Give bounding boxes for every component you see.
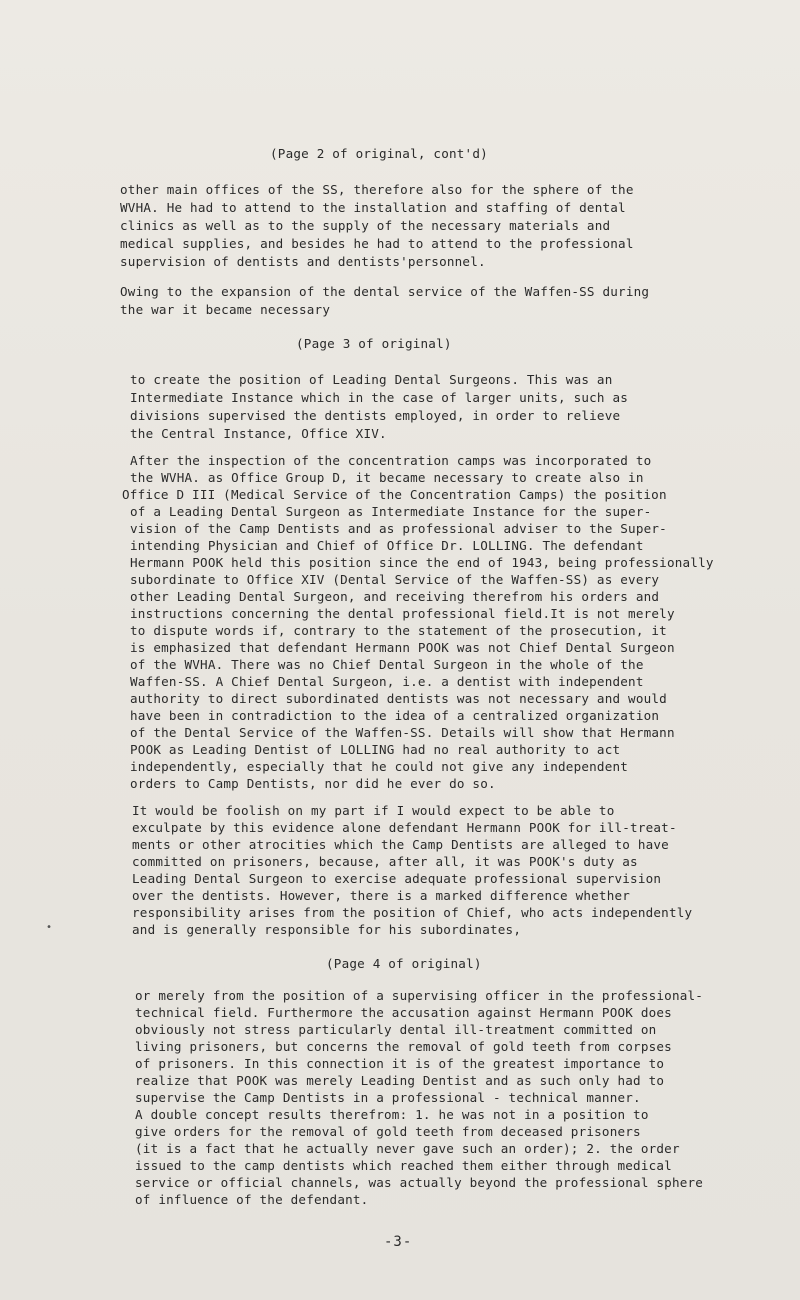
text-line: other main offices of the SS, therefore also for the sphere of the (120, 182, 634, 197)
text-line: WVHA. He had to attend to the installation and staffing of dental (120, 200, 626, 215)
page-number: -3- (384, 1234, 413, 1250)
text-line: Office D III (Medical Service of the Concentration Camps) the position (122, 487, 667, 502)
text-line: responsibility arises from the position of Chief, who acts independently (132, 905, 693, 920)
text-line: living prisoners, but concerns the removal of gold teeth from corpses (135, 1039, 672, 1054)
text-line: Hermann POOK held this position since the end of 1943, being professionally (130, 555, 714, 570)
text-line: service or official channels, was actually beyond the professional sphere (135, 1175, 704, 1190)
text-line: A double concept results therefrom: 1. he was not in a position to (135, 1107, 649, 1122)
text-line: to create the position of Leading Dental Surgeons. This was an (130, 372, 613, 387)
text-line: issued to the camp dentists which reached them either through medical (135, 1158, 672, 1173)
text-line: Waffen-SS. A Chief Dental Surgeon, i.e. a dentist with independent (130, 674, 644, 689)
text-line: or merely from the position of a supervising officer in the professional- (135, 988, 704, 1003)
text-line: intending Physician and Chief of Office Dr. LOLLING. The defendant (130, 538, 644, 553)
text-line: vision of the Camp Dentists and as professional adviser to the Super- (130, 521, 667, 536)
text-line: independently, especially that he could not give any independent (130, 759, 629, 774)
text-line: instructions concerning the dental professional field.It is not merely (130, 606, 675, 621)
text-line: of the Dental Service of the Waffen-SS. Details will show that Hermann (130, 725, 675, 740)
text-line: the WVHA. as Office Group D, it became necessary to create also in (130, 470, 644, 485)
text-line: to dispute words if, contrary to the statement of the prosecution, it (130, 623, 667, 638)
text-line: clinics as well as to the supply of the necessary materials and (120, 218, 611, 233)
text-line: After the inspection of the concentration camps was incorporated to (130, 453, 652, 468)
text-line: give orders for the removal of gold teeth from deceased prisoners (135, 1124, 641, 1139)
text-line: exculpate by this evidence alone defendant Hermann POOK for ill-treat- (132, 820, 677, 835)
text-line: of the WVHA. There was no Chief Dental Surgeon in the whole of the (130, 657, 644, 672)
text-line: subordinate to Office XIV (Dental Service of the Waffen-SS) as every (130, 572, 660, 587)
text-line: It would be foolish on my part if I would expect to be able to (132, 803, 615, 818)
text-line: of prisoners. In this connection it is of the greatest importance to (135, 1056, 665, 1071)
page-3-heading: (Page 3 of original) (296, 336, 452, 351)
page-4-heading: (Page 4 of original) (326, 956, 482, 971)
text-line: orders to Camp Dentists, nor did he ever do so. (130, 776, 496, 791)
margin-mark: • (46, 922, 53, 933)
text-line: realize that POOK was merely Leading Dentist and as such only had to (135, 1073, 665, 1088)
text-line: medical supplies, and besides he had to attend to the professional (120, 236, 634, 251)
text-line: of influence of the defendant. (135, 1192, 369, 1207)
text-line: and is generally responsible for his subordinates, (132, 922, 522, 937)
text-line: have been in contradiction to the idea of a centralized organization (130, 708, 660, 723)
text-line: Leading Dental Surgeon to exercise adequate professional supervision (132, 871, 662, 886)
text-line: the Central Instance, Office XIV. (130, 426, 387, 441)
text-line: technical field. Furthermore the accusation against Hermann POOK does (135, 1005, 672, 1020)
text-line: supervision of dentists and dentists'personnel. (120, 254, 486, 269)
text-line: ments or other atrocities which the Camp Dentists are alleged to have (132, 837, 669, 852)
text-line: obviously not stress particularly dental ill-treatment committed on (135, 1022, 657, 1037)
text-line: committed on prisoners, because, after all, it was POOK's duty as (132, 854, 638, 869)
text-line: the war it became necessary (120, 302, 331, 317)
text-line: over the dentists. However, there is a marked difference whether (132, 888, 631, 903)
text-line: of a Leading Dental Surgeon as Intermediate Instance for the super- (130, 504, 652, 519)
text-line: Owing to the expansion of the dental service of the Waffen-SS during (120, 284, 650, 299)
text-line: authority to direct subordinated dentists was not necessary and would (130, 691, 667, 706)
text-line: divisions supervised the dentists employed, in order to relieve (130, 408, 621, 423)
text-line: Intermediate Instance which in the case of larger units, such as (130, 390, 629, 405)
text-line: (it is a fact that he actually never gave such an order); 2. the order (135, 1141, 680, 1156)
text-line: supervise the Camp Dentists in a professional - technical manner. (135, 1090, 641, 1105)
text-line: other Leading Dental Surgeon, and receiving therefrom his orders and (130, 589, 660, 604)
text-line: POOK as Leading Dentist of LOLLING had no real authority to act (130, 742, 621, 757)
page-2-heading: (Page 2 of original, cont'd) (270, 146, 488, 161)
text-line: is emphasized that defendant Hermann POOK was not Chief Dental Surgeon (130, 640, 675, 655)
